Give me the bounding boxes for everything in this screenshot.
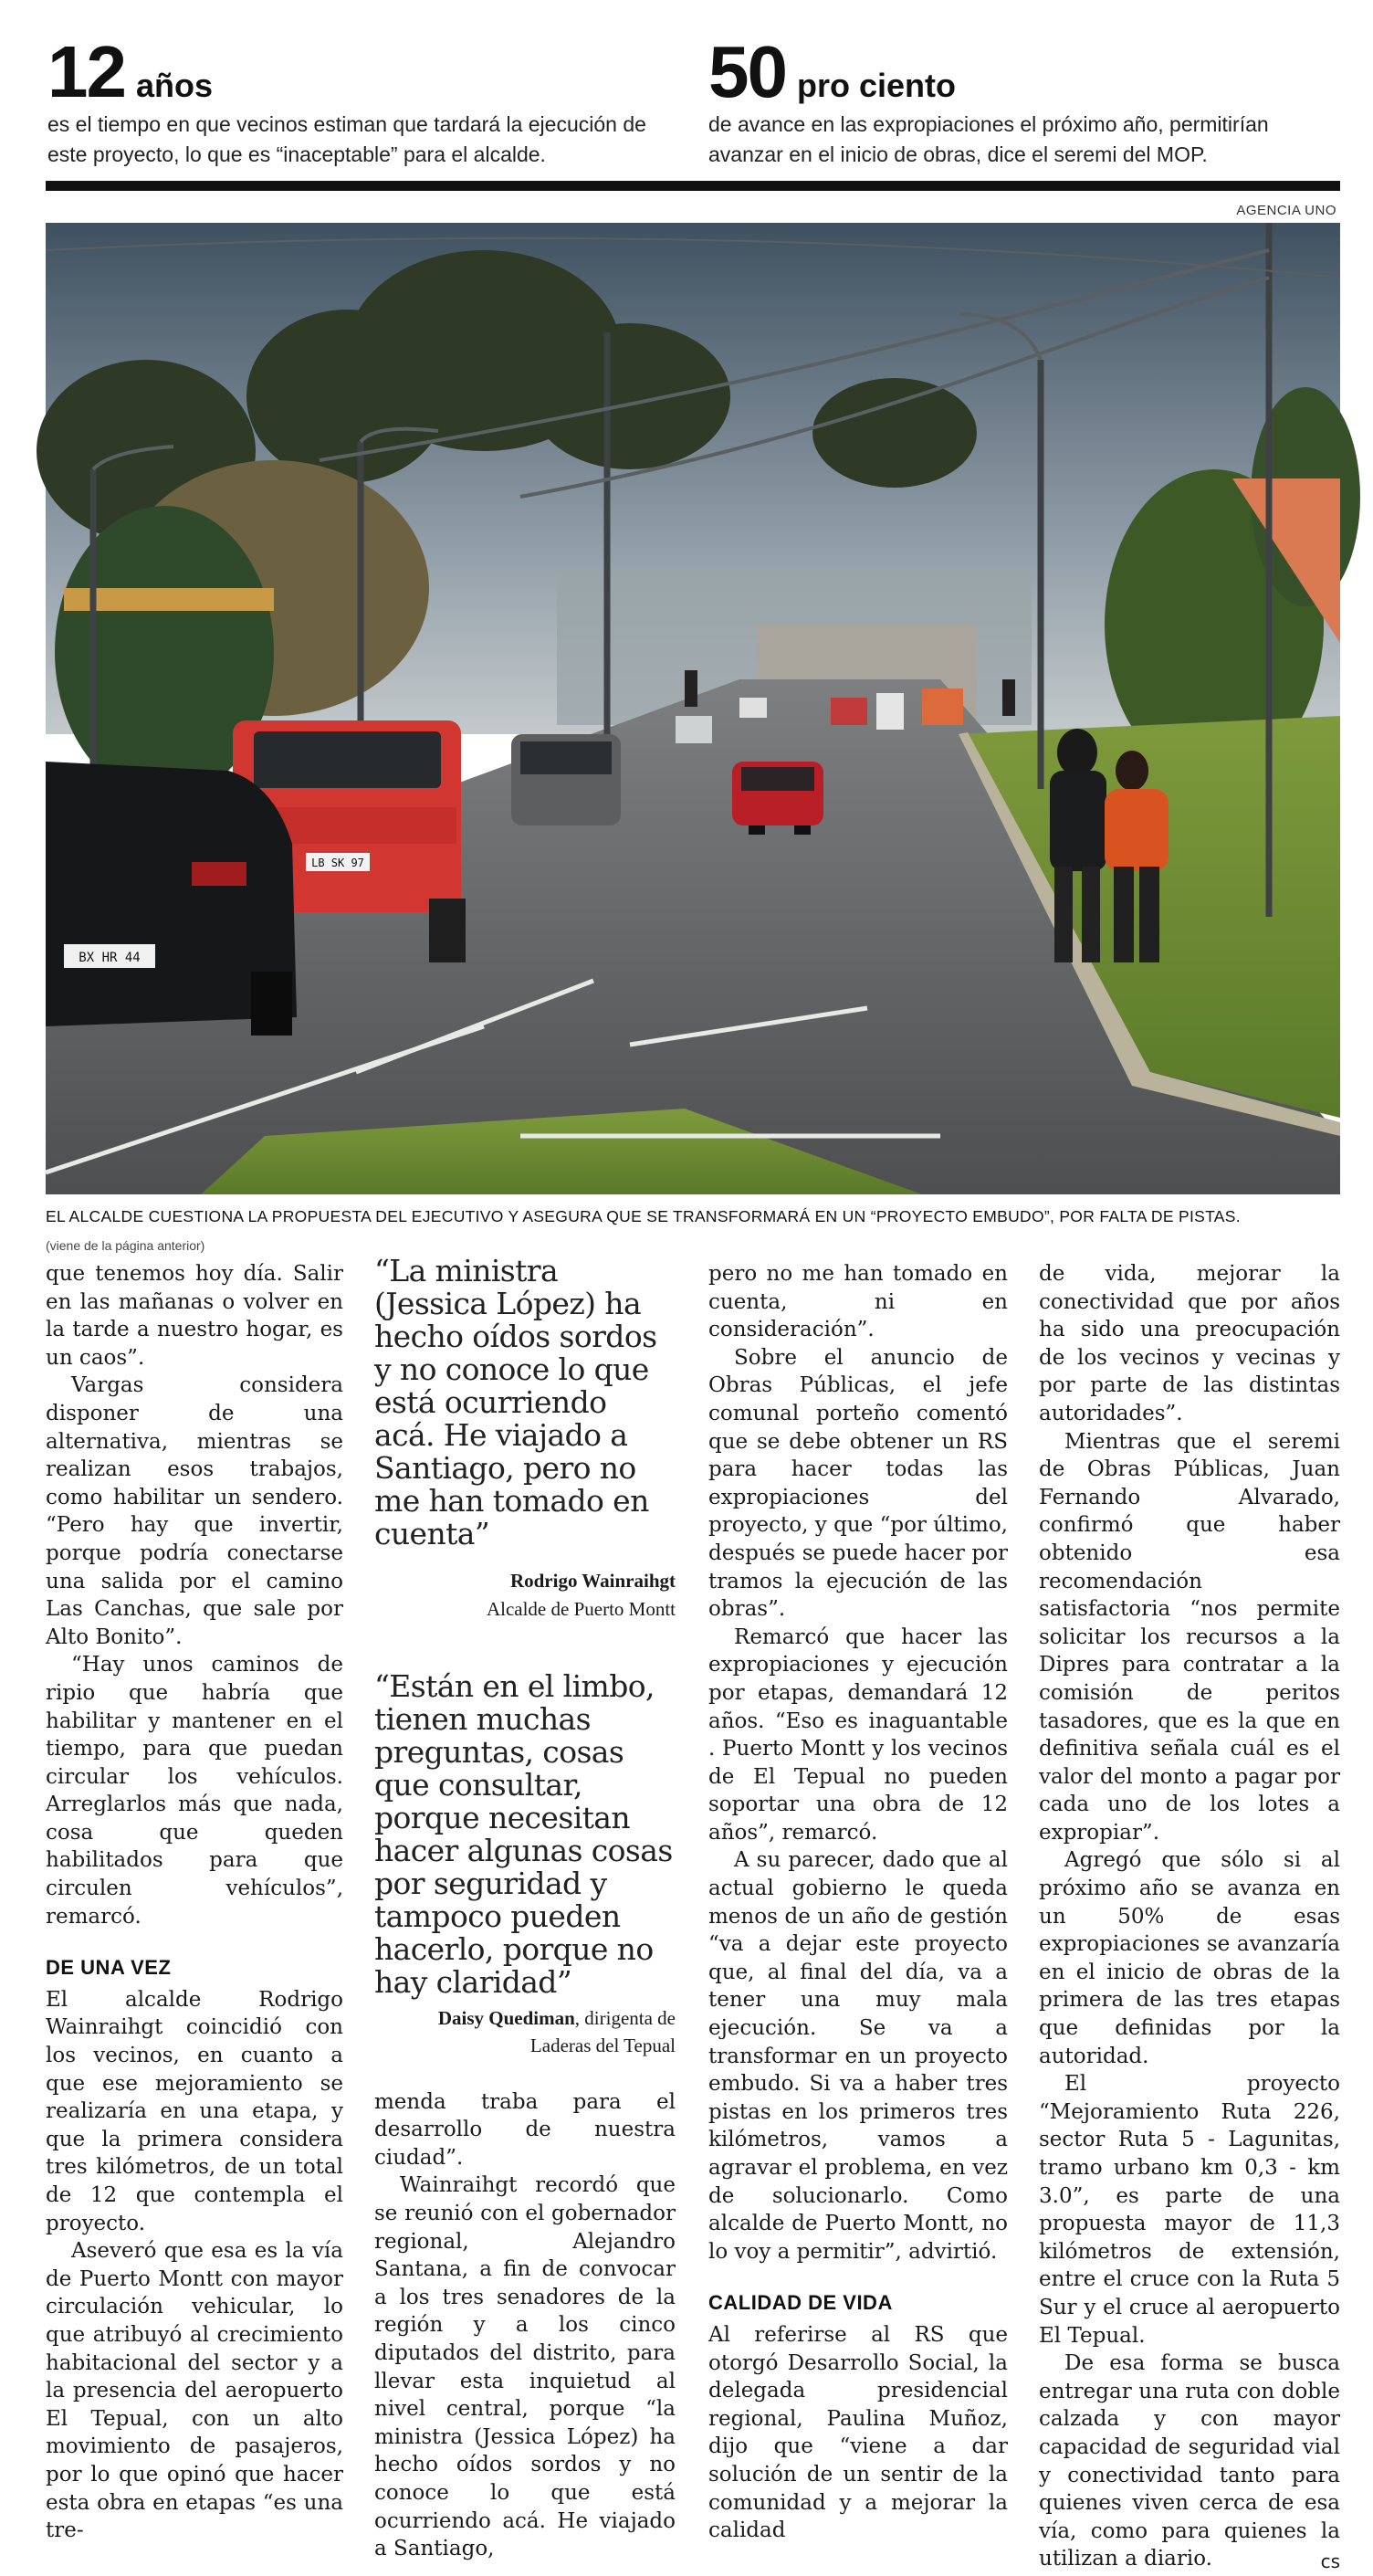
quote-author-role: , dirigenta de Laderas del Tepual [529, 2006, 676, 2056]
paragraph: Mientras que el seremi de Obras Públicas, Juan Fernando Alvarado, confirmó que haber obtenido esa recomendación satisfactoria “nos permite solicitar los recursos a la Dipres para contratar a la comisión de peritos tasadores, que es la que en definitiva señala cuál es el valor del monto a pagar por cada uno de los lotes a expropiar”. [1039, 1429, 1340, 1845]
paragraph: Wainraihgt recordó que se reunió con el gobernador regional, Alejandro Santana, a fin de convocar a los tres senadores de la región y a los cinco diputados del distrito, para llevar esta inquietud al nivel central, porque “la ministra (Jessica López) ha hecho oídos sordos y no conoce lo que está ocurriendo acá. He viajado a Santiago, [374, 2173, 676, 2561]
stat-description: de avance en las expropiaciones el próximo año, permitirían avanzar en el inicio de obras, dice el seremi del MOP. [708, 112, 1269, 166]
paragraph: Aseveró que esa es la vía de Puerto Montt con mayor circulación vehicular, lo que atribuyó al crecimiento habitacional del sector y a la presencia del aeropuerto El Tepual, con un alto movimiento de pasajeros, por lo que opinó que hacer esta obra en etapas “es una tre- [46, 2239, 343, 2543]
header-divider [46, 181, 1340, 191]
stat-block-percent [708, 31, 1347, 170]
photo-credit: AGENCIA UNO [1236, 203, 1336, 218]
paragraph: Al referirse al RS que otorgó Desarrollo Social, la delegada presidencial regional, Paulina Muñoz, dijo que “viene a dar solución de un sentir de la comunidad y a mejorar la calidad [708, 2322, 1008, 2543]
photo-red-car [732, 762, 823, 835]
news-photo [46, 223, 1340, 1194]
continued-note: (viene de la página anterior) [46, 1238, 205, 1253]
stat-number: 50 [708, 31, 786, 112]
quote-author: Daisy Quediman [437, 2006, 575, 2029]
paragraph: De esa forma se busca entregar una ruta con doble calzada y con mayor capacidad de seguridad vial y conectividad tanto para quienes viven cerca de esa vía, como para quienes la utilizan a diario. [1039, 2351, 1340, 2571]
stat-label: años [135, 67, 214, 104]
photo-black-car [46, 762, 297, 1036]
photo-caption: EL ALCALDE CUESTIONA LA PROPUESTA DEL EJECUTIVO Y ASEGURA QUE SE TRANSFORMARÁ EN UN “PROYECTO EMBUDO”, POR FALTA DE PISTAS. [46, 1207, 1241, 1225]
paragraph: pero no me han tomado en cuenta, ni en consideración”. [708, 1262, 1008, 1342]
photo-gray-car [511, 734, 621, 825]
quote-author-role: Alcalde de Puerto Montt [486, 1597, 676, 1620]
article-column-1 [46, 1260, 343, 2545]
stat-description: es el tiempo en que vecinos estiman que tardará la ejecución de este proyecto, lo que es “inaceptable” para el alcalde. [47, 112, 646, 166]
article-column-3 [708, 1260, 1008, 2545]
subheading: CALIDAD DE VIDA [708, 2291, 893, 2315]
quote-byline [374, 2004, 676, 2059]
paragraph: Agregó que sólo si al próximo año se avanza en un 50% de esas expropiaciones se avanzaría en el inicio de obras de la primera de las tres etapas que definidas por la autoridad. [1039, 1848, 1340, 2068]
column-2-text [374, 2088, 676, 2563]
paragraph: A su parecer, dado que al actual gobierno le queda menos de un año de gestión “va a dejar este proyecto que, al final del día, va a tener una muy mala ejecución. Se va a transformar en un proyecto embudo. Si va a haber tres pistas en los primeros tres kilómetros, vamos a agravar el problema, en vez de solucionarlo. Como alcalde de Puerto Montt, no lo voy a permitir”, advirtió. [708, 1848, 1008, 2264]
stat-block-years [47, 31, 677, 170]
subheading: DE UNA VEZ [46, 1956, 172, 1980]
plate-truck: LB SK 97 [311, 857, 364, 869]
paragraph: Sobre el anuncio de Obras Públicas, el jefe comunal porteño comentó que se debe obtener un RS para hacer todas las expropiaciones del proyecto, y que “por último, después se puede hacer por tramos la ejecución de las obras”. [708, 1345, 1008, 1622]
stat-label: pro ciento [796, 67, 956, 104]
pull-quote-text: “Están en el limbo, tienen muchas preguntas, cosas que consultar, porque necesitan hacer algunas cosas por seguridad y tampoco pueden hacerlo, porque no hay claridad” [374, 1667, 673, 2000]
paragraph: El proyecto “Mejoramiento Ruta 226, sector Ruta 5 - Lagunitas, tramo urbano km 0,3 - km 3.0”, es parte de una propuesta mayor de 11,3 kilómetros de extensión, entre el cruce con la Ruta 5 Sur y el cruce al aeropuerto El Tepual. [1039, 2072, 1340, 2348]
pull-quote-mayor [374, 1255, 676, 1623]
paragraph: menda traba para el desarrollo de nuestra ciudad”. [374, 2089, 676, 2170]
end-mark: cs [1320, 2550, 1340, 2572]
article-column-2 [374, 1255, 676, 2563]
stat-number: 12 [47, 31, 125, 112]
paragraph: que tenemos hoy día. Salir en las mañanas o volver en la tarde a nuestro hogar, es un caos”. [46, 1262, 343, 1370]
paragraph: Remarcó que hacer las expropiaciones y ejecución por etapas, demandará 12 años. “Eso es inaguantable . Puerto Montt y los vecinos de El Tepual no pueden soportar una obra de 12 años”, remarcó. [708, 1624, 1008, 1845]
paragraph: de vida, mejorar la conectividad que por años ha sido una preocupación de los vecinos y vecinas y por parte de las distintas autoridades”. [1039, 1262, 1340, 1425]
plate-black-car: BX HR 44 [79, 951, 141, 965]
pull-quote-resident [374, 1667, 676, 2059]
quote-author: Rodrigo Wainraihgt [509, 1570, 676, 1592]
article-column-4 [1039, 1260, 1340, 2576]
paragraph: “Hay unos caminos de ripio que habría que habilitar y mantener en el tiempo, para que puedan circular los vehículos. Arreglarlos más que nada, cosa que queden habilitados para que circulen vehículos”, remarcó. [46, 1653, 343, 1929]
pull-quote-text: “La ministra (Jessica López) ha hecho oídos sordos y no conoce lo que está ocurriendo acá. He viajado a Santiago, pero no me han tomado en cuenta” [374, 1253, 657, 1551]
paragraph: El alcalde Rodrigo Wainraihgt coincidió con los vecinos, en cuanto a que ese mejoramiento se realizaría en una etapa, y que la primera considera tres kilómetros, de un total de 12 que contempla el proyecto. [46, 1987, 343, 2235]
paragraph: Vargas considera disponer de una alternativa, mientras se realizan esos trabajos, como habilitar un sendero. “Pero hay que invertir, porque podría conectarse una salida por el camino Las Canchas, que sale por Alto Bonito”. [46, 1373, 343, 1649]
